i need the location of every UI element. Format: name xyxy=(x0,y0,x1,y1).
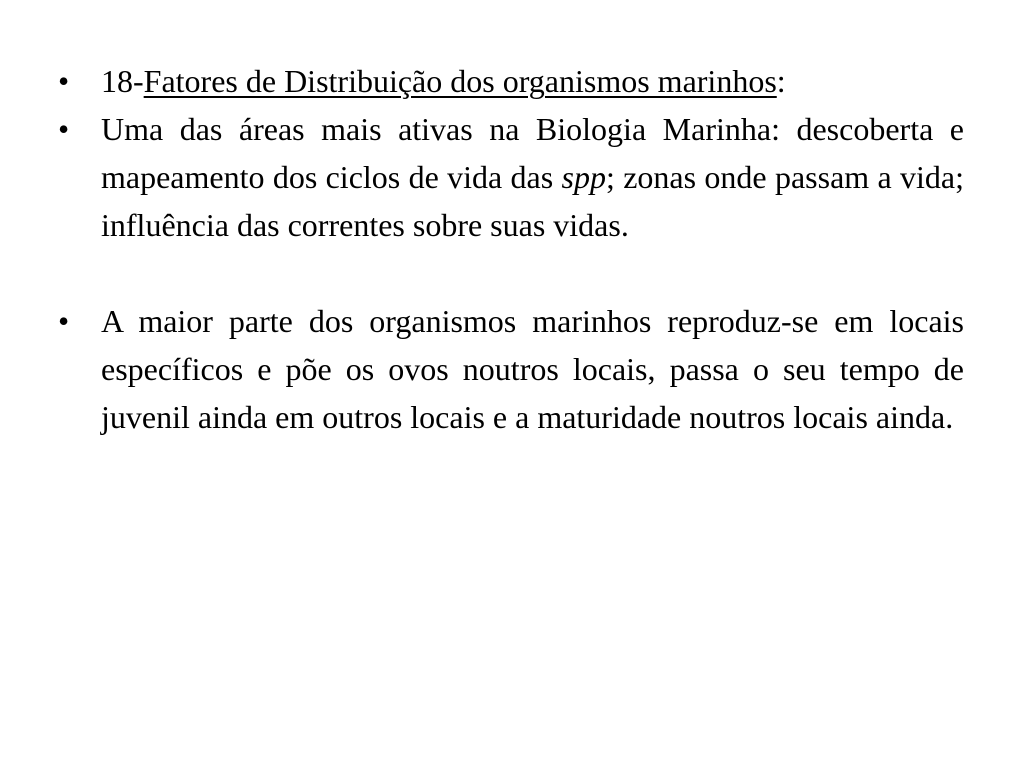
bullet-icon: • xyxy=(58,303,70,339)
bullet-list xyxy=(56,57,964,441)
section-heading: Fatores de Distribuição dos organismos marinhos xyxy=(143,63,777,99)
bullet-item-title xyxy=(56,57,964,105)
bullet-item-reproduction xyxy=(56,297,964,441)
paragraph-text-end: ; zonas onde passam a vida; influência das correntes sobre suas vidas. xyxy=(101,159,965,243)
section-heading-colon: : xyxy=(776,63,786,99)
species-abbreviation: spp xyxy=(561,159,606,195)
paragraph-text: A maior parte dos organismos marinhos reproduz-se em locais específicos e põe os ovos noutros locais, passa o seu tempo de juvenil ainda em outros locais e a maturidade noutros locais ainda. xyxy=(101,303,964,435)
bullet-icon: • xyxy=(58,111,70,147)
paragraph-text-start: Uma das áreas mais ativas na Biologia Marinha: descoberta e mapeamento dos ciclos de vida das xyxy=(101,111,964,195)
section-number: 18- xyxy=(101,63,144,99)
bullet-item-research-area xyxy=(56,105,964,249)
bullet-icon: • xyxy=(58,63,70,99)
